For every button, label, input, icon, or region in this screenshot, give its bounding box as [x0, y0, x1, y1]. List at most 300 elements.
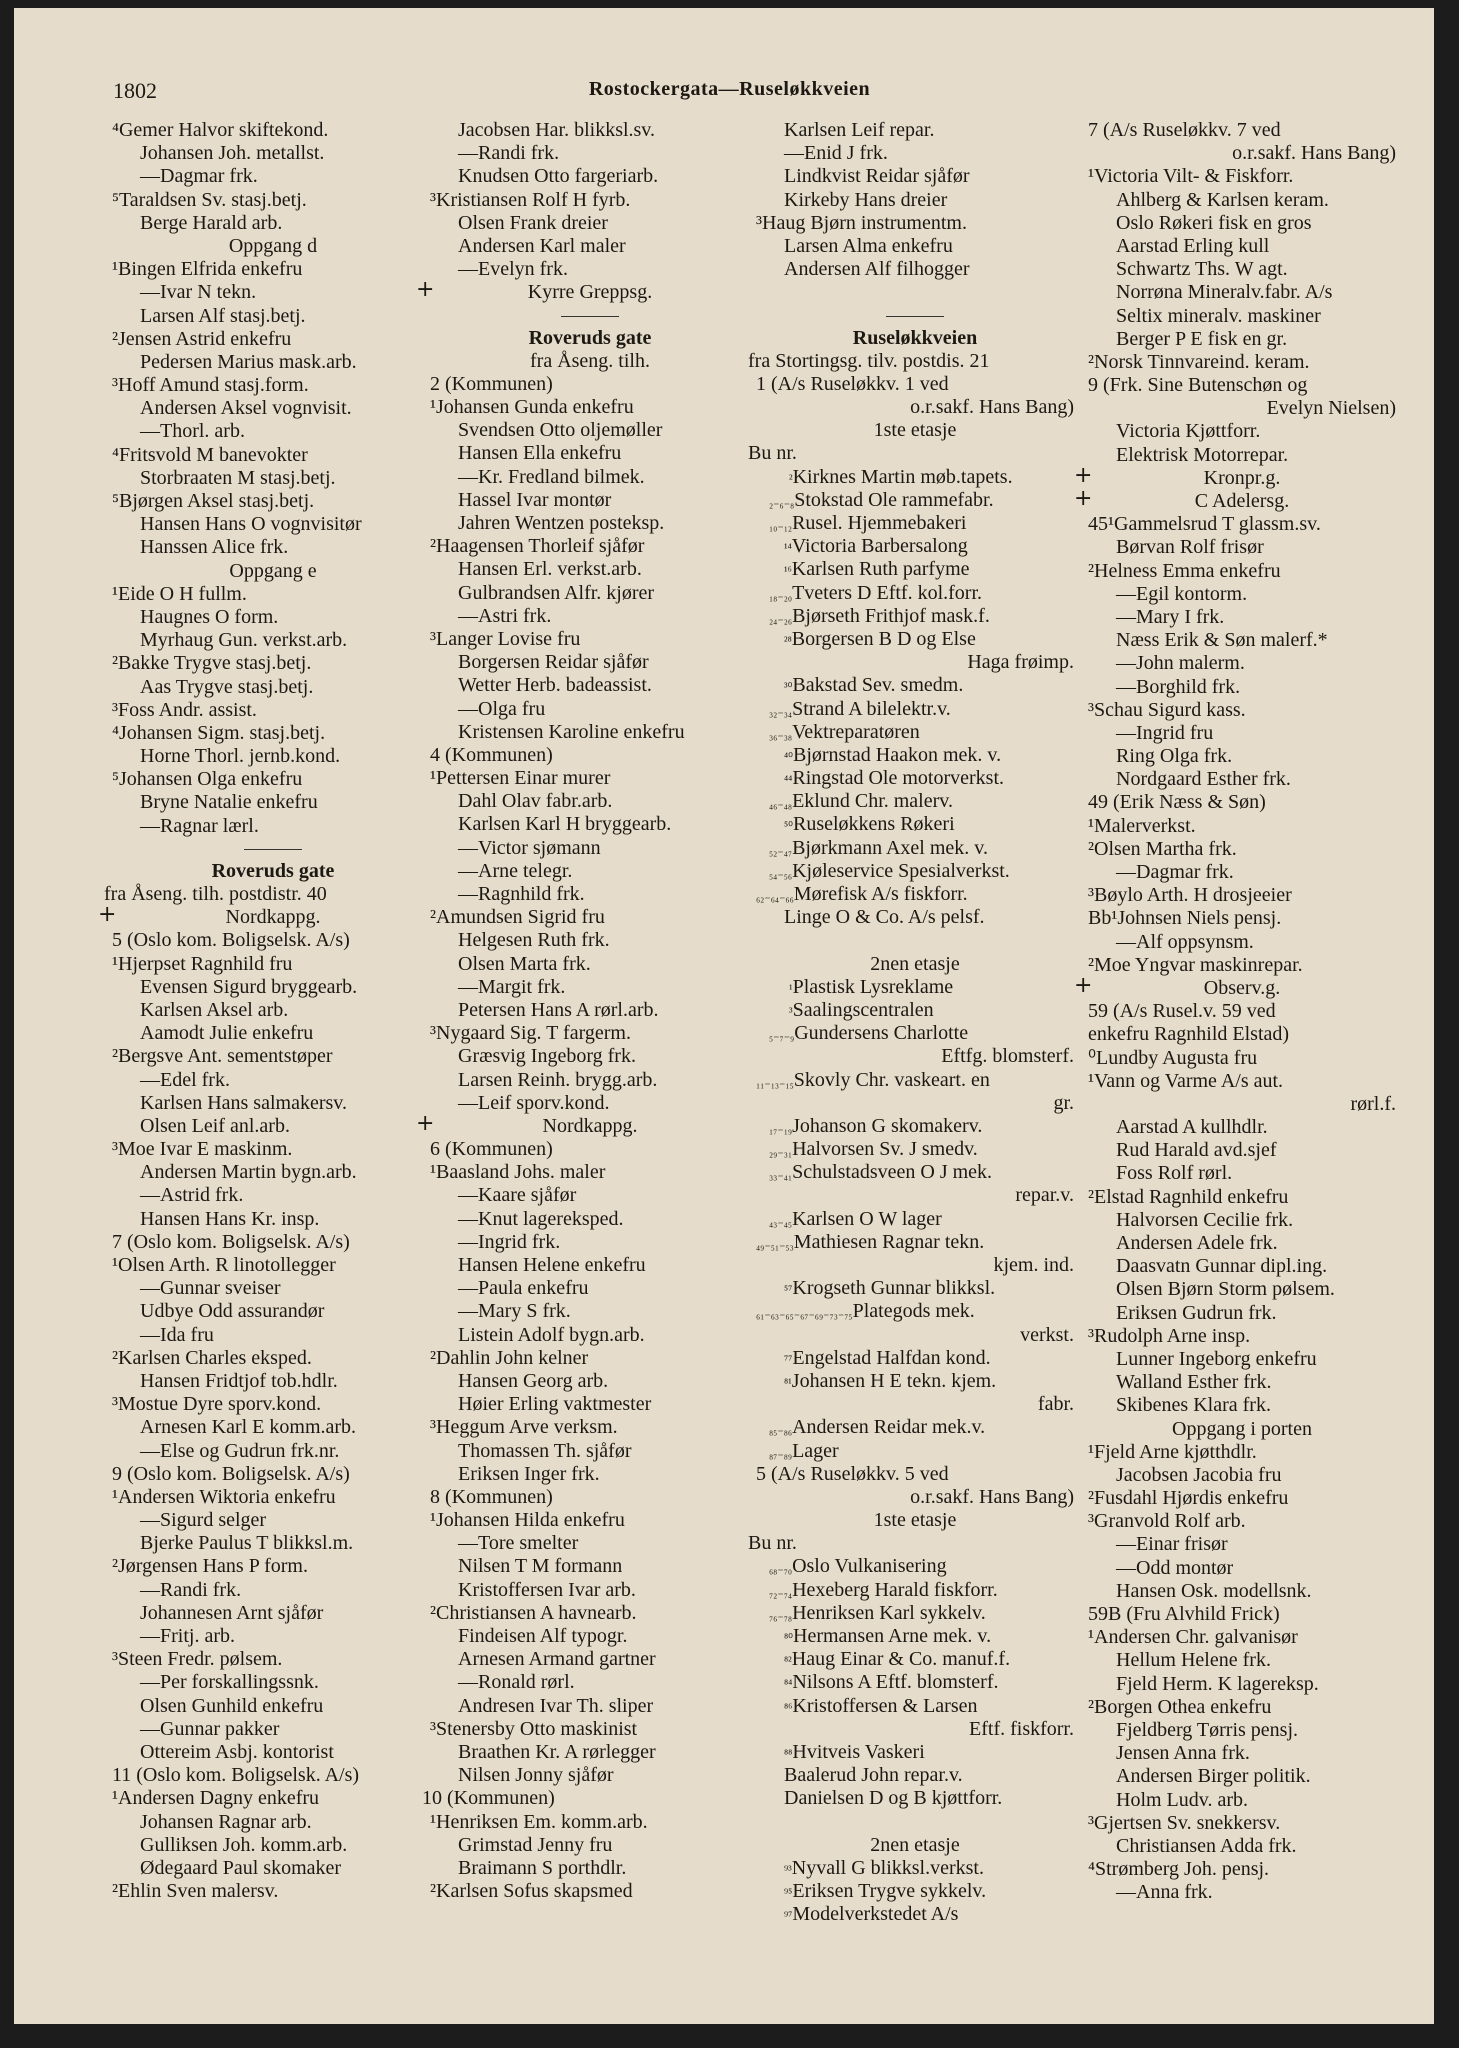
directory-entry	[756, 1347, 1074, 1370]
entry-text: Tveters D Eftf. kol.forr.	[792, 581, 983, 604]
section-rule	[756, 305, 1074, 327]
directory-entry: Hansen Erl. verkst.arb.	[458, 558, 642, 581]
directory-entry: Eriksen Inger frk.	[458, 1462, 600, 1485]
unit-number: ₃₆₋₃₈	[769, 726, 793, 741]
directory-entry	[756, 790, 1074, 813]
directory-entry: —Mary S frk.	[458, 1300, 571, 1323]
directory-entry: Jacobsen Jacobia fru	[1116, 1463, 1282, 1486]
directory-entry	[756, 1115, 1074, 1138]
directory-entry: Norrøna Mineralv.fabr. A/s	[1116, 281, 1333, 304]
directory-entry: ⁴Gemer Halvor skiftekond.	[112, 119, 329, 141]
directory-entry	[756, 1300, 1074, 1323]
directory-entry: —Tore smelter	[458, 1532, 579, 1555]
entry-text: Modelverkstedet A/s	[792, 1903, 959, 1926]
directory-entry	[756, 698, 1074, 721]
directory-entry: —Mary I frk.	[1116, 605, 1225, 628]
unit-number: ⁹⁵	[784, 1886, 793, 1901]
entry-text: Kjøleservice Spesialverkst.	[792, 859, 1010, 882]
directory-entry: —Fritj. arb.	[140, 1625, 235, 1647]
unit-number: ₆₁₋₆₃₋₆₅₋₆₇₋₆₉₋₇₃₋₇₅	[756, 1306, 853, 1321]
section-label: Oppgang d	[228, 234, 318, 257]
directory-entry	[756, 1648, 1074, 1671]
directory-entry: Karlsen Aksel arb.	[140, 998, 289, 1021]
entry-text: Nilsons A Eftf. blomsterf.	[792, 1671, 999, 1694]
directory-entry	[756, 1880, 1074, 1903]
directory-entry	[756, 1602, 1074, 1625]
entry-continuation: o.r.sakf. Hans Bang)	[1232, 142, 1396, 165]
directory-entry: ¹Victoria Vilt- & Fiskforr.	[1088, 165, 1294, 188]
directory-entry: Andersen Martin bygn.arb.	[140, 1161, 357, 1184]
directory-entry: ²Norsk Tinnvareind. keram.	[1088, 350, 1310, 373]
directory-entry: —Edel frk.	[140, 1068, 230, 1091]
entry-continuation: repar.v.	[1015, 1184, 1074, 1207]
spacer	[756, 1811, 1074, 1834]
directory-entry	[756, 999, 1074, 1022]
directory-entry: Hansen Georg arb.	[458, 1369, 609, 1392]
directory-entry	[756, 1625, 1074, 1648]
directory-entry: Ahlberg & Karlsen keram.	[1116, 188, 1329, 211]
directory-entry: 6 (Kommunen)	[430, 1138, 553, 1161]
directory-entry: —Ingrid fru	[1116, 721, 1214, 744]
directory-entry: Jahren Wentzen posteksp.	[458, 512, 665, 534]
directory-entry: Hanssen Alice frk.	[140, 536, 289, 559]
directory-column-4	[1074, 119, 1396, 1904]
directory-entry: —Randi frk.	[140, 1578, 242, 1601]
unit-number: ₂₋₆₋₈	[769, 494, 795, 509]
directory-entry: Berger P E fisk en gr.	[1116, 327, 1288, 350]
directory-entry: enkefru Ragnhild Elstad)	[1088, 1023, 1290, 1046]
directory-entry	[756, 512, 1074, 535]
directory-entry: Andersen Karl maler	[458, 234, 626, 257]
directory-entry: Listein Adolf bygn.arb.	[458, 1323, 645, 1346]
directory-entry: ⁵Taraldsen Sv. stasj.betj.	[112, 188, 307, 211]
directory-entry: ³Heggum Arve verksm.	[430, 1416, 618, 1439]
entry-text: Ruseløkkens Røkeri	[793, 813, 955, 836]
directory-entry: ³Stenersby Otto maskinist	[430, 1717, 638, 1740]
directory-entry	[756, 1138, 1074, 1161]
directory-entry: ¹Baasland Johs. maler	[430, 1161, 606, 1184]
entry-text: Eriksen Trygve sykkelv.	[792, 1880, 987, 1903]
directory-entry: Olsen Gunhild enkefru	[140, 1694, 324, 1717]
directory-entry: Svendsen Otto oljemøller	[458, 419, 663, 442]
directory-entry: ²Jørgensen Hans P form.	[112, 1555, 308, 1578]
unit-number: ⁵⁷	[784, 1283, 793, 1298]
directory-entry: Hansen Osk. modellsnk.	[1116, 1579, 1312, 1602]
entry-text: Haug Einar & Co. manuf.f.	[791, 1648, 1011, 1671]
directory-entry: Halvorsen Cecilie frk.	[1116, 1208, 1294, 1231]
directory-entry: Fjeldberg Tørris pensj.	[1116, 1718, 1299, 1741]
directory-entry: Gulbrandsen Alfr. kjører	[458, 581, 655, 604]
directory-entry: —Egil kontorm.	[1116, 582, 1248, 605]
entry-text: Nyvall G blikksl.verkst.	[791, 1856, 984, 1879]
entry-text: Kristoffersen & Larsen	[792, 1694, 978, 1717]
directory-entry: Andresen Ivar Th. sliper	[458, 1694, 654, 1717]
directory-entry: Haugnes O form.	[140, 605, 279, 628]
directory-entry: 49 (Erik Næss & Søn)	[1088, 791, 1266, 814]
entry-text: Bjørnstad Haakon mek. v.	[793, 743, 1002, 766]
directory-entry: —Thorl. arb.	[140, 420, 245, 443]
directory-entry	[756, 1741, 1074, 1764]
cross-street: + Kronpr.g.	[1074, 462, 1281, 489]
directory-entry: ⁴Fritsvold M banevokter	[112, 443, 308, 466]
directory-entry: Oslo Røkeri fisk en gros	[1116, 211, 1312, 234]
entry-text: Bjørkmann Axel mek. v.	[792, 836, 988, 859]
entry-text: Hexeberg Harald fiskforr.	[792, 1578, 998, 1601]
directory-entry: Børvan Rolf frisør	[1116, 536, 1264, 559]
directory-entry: Walland Esther frk.	[1116, 1371, 1272, 1394]
directory-entry: ²Elstad Ragnhild enkefru	[1088, 1185, 1289, 1208]
unit-number: ₅₋₇₋₉	[769, 1028, 795, 1043]
directory-entry: Larsen Reinh. brygg.arb.	[458, 1068, 658, 1091]
directory-entry: ¹Olsen Arth. R linotollegger	[112, 1254, 336, 1276]
cross-street-marker-icon: +	[98, 902, 117, 928]
directory-entry: —Alf oppsynsm.	[1116, 930, 1254, 953]
directory-entry	[756, 582, 1074, 605]
directory-entry: ³Nygaard Sig. T fargerm.	[430, 1022, 631, 1045]
directory-entry: Findeisen Alf typogr.	[458, 1625, 628, 1647]
directory-entry: Olsen Bjørn Storm pølsem.	[1116, 1278, 1335, 1301]
unit-number: ₈₇₋₈₉	[769, 1445, 793, 1460]
entry-continuation: fabr.	[1037, 1393, 1074, 1416]
directory-entry: ²Borgen Othea enkefru	[1088, 1695, 1272, 1718]
directory-entry: Udbye Odd assurandør	[140, 1300, 325, 1323]
directory-entry: Grimstad Jenny fru	[458, 1833, 613, 1856]
directory-entry	[756, 1555, 1074, 1578]
directory-entry: Olsen Leif anl.arb.	[140, 1114, 290, 1137]
directory-entry: 45¹Gammelsrud T glassm.sv.	[1088, 513, 1321, 536]
entry-text: Oslo Vulkanisering	[792, 1555, 947, 1578]
directory-entry: Arnesen Karl E komm.arb.	[140, 1416, 357, 1439]
directory-entry: ²Olsen Martha frk.	[1088, 837, 1237, 860]
directory-entry: ²Amundsen Sigrid fru	[430, 906, 605, 929]
directory-entry	[756, 1370, 1074, 1393]
unit-number: ₇₆₋₇₈	[769, 1607, 793, 1622]
entry-text: Johanson G skomakerv.	[792, 1114, 983, 1137]
directory-entry: Næss Erik & Søn malerf.*	[1116, 629, 1328, 652]
entry-text: Saalingscentralen	[792, 998, 934, 1021]
directory-entry: ⁴Strømberg Joh. pensj.	[1088, 1858, 1270, 1881]
section-label: Oppgang e	[229, 559, 317, 582]
unit-number: ₃₂₋₃₄	[769, 703, 793, 718]
directory-entry: —Ida fru	[140, 1323, 214, 1346]
cross-street: + Nordkappg.	[416, 1110, 638, 1137]
directory-entry: ³Foss Andr. assist.	[112, 698, 257, 721]
entry-continuation: o.r.sakf. Hans Bang)	[910, 1485, 1074, 1508]
entry-continuation: verkst.	[1020, 1323, 1074, 1346]
entry-continuation: rørl.f.	[1350, 1092, 1396, 1115]
directory-entry: ³Granvold Rolf arb.	[1088, 1510, 1246, 1533]
directory-entry	[756, 1277, 1074, 1300]
unit-number: ₁₁₋₁₃₋₁₅	[756, 1074, 794, 1089]
directory-entry: —Ingrid frk.	[458, 1230, 561, 1253]
unit-number: ⁸⁴	[784, 1677, 793, 1692]
directory-entry: Andersen Adele frk.	[1116, 1232, 1278, 1254]
directory-entry	[756, 860, 1074, 883]
directory-entry: ¹Vann og Varme A/s aut.	[1088, 1069, 1284, 1092]
directory-entry: Helgesen Ruth frk.	[458, 929, 610, 952]
section-label: Oppgang i porten	[1172, 1417, 1312, 1440]
unit-number: ₄₆₋₄₈	[769, 796, 793, 811]
directory-entry: Knudsen Otto fargeriarb.	[458, 165, 659, 188]
section-rule	[430, 305, 750, 327]
directory-entry: Jacobsen Har. blikksl.sv.	[458, 119, 656, 141]
directory-entry	[756, 744, 1074, 767]
directory-entry: Ødegaard Paul skomaker	[140, 1856, 342, 1879]
unit-number: ₈₅₋₈₆	[769, 1422, 793, 1437]
directory-entry: Holm Ludv. arb.	[1116, 1788, 1249, 1811]
directory-entry	[756, 1161, 1074, 1184]
directory-entry: ³Langer Lovise fru	[430, 627, 581, 650]
entry-text: Rusel. Hjemmebakeri	[792, 512, 967, 534]
entry-continuation: Evelyn Nielsen)	[1266, 397, 1396, 420]
entry-text: Strand A bilelektr.v.	[792, 697, 951, 720]
directory-entry: Kirkeby Hans dreier	[784, 188, 948, 211]
directory-entry	[756, 489, 1074, 512]
directory-entry	[756, 1022, 1074, 1045]
directory-entry: Aamodt Julie enkefru	[140, 1022, 314, 1045]
section-note: 10 (Kommunen)	[422, 1787, 555, 1810]
directory-entry: Foss Rolf rørl.	[1116, 1162, 1233, 1185]
directory-entry: Rud Harald avd.sjef	[1116, 1139, 1277, 1162]
unit-number: ₄₃₋₄₅	[769, 1213, 793, 1228]
unit-number: ₆₂₋₆₄₋₆₆	[756, 889, 794, 903]
directory-entry: Bryne Natalie enkefru	[140, 791, 318, 814]
directory-entry: —Ivar N tekn.	[140, 281, 257, 304]
directory-entry: Schwartz Ths. W agt.	[1116, 258, 1288, 281]
directory-entry: Kristoffersen Ivar arb.	[458, 1578, 636, 1601]
directory-entry	[756, 837, 1074, 860]
directory-entry: Berge Harald arb.	[140, 211, 283, 234]
entry-text: Bjørseth Frithjof mask.f.	[792, 604, 990, 627]
directory-entry: Hansen Hans Kr. insp.	[140, 1207, 320, 1230]
section-note: fra Åseng. tilh. postdistr. 40	[104, 883, 327, 905]
entry-continuation: Haga frøimp.	[967, 651, 1074, 674]
directory-entry: Horne Thorl. jernb.kond.	[140, 745, 341, 768]
directory-entry: Lindkvist Reidar sjåfør	[784, 165, 970, 188]
entry-text: Mathiesen Ragnar tekn.	[793, 1230, 985, 1253]
directory-entry: Aarstad A kullhdlr.	[1116, 1116, 1268, 1139]
directory-entry	[756, 628, 1074, 651]
directory-entry: ¹Andersen Dagny enkefru	[112, 1787, 320, 1810]
directory-entry: Hansen Hans O vognvisitør	[140, 513, 362, 536]
entry-text: Plategods mek.	[852, 1300, 975, 1323]
entry-text: Karlsen O W lager	[792, 1207, 942, 1230]
directory-entry	[756, 1208, 1074, 1231]
directory-entry: ¹Eide O H fullm.	[112, 582, 247, 605]
section-note: Bu nr.	[748, 442, 797, 465]
directory-entry: Karlsen Hans salmakersv.	[140, 1091, 347, 1114]
section-label: fra Åseng. tilh.	[530, 349, 650, 372]
directory-entry: ¹Fjeld Arne kjøtthdlr.	[1088, 1440, 1257, 1463]
directory-entry: ³Moe Ivar E maskinm.	[112, 1138, 293, 1161]
directory-entry	[756, 1440, 1074, 1463]
directory-entry: ²Jensen Astrid enkefru	[112, 327, 292, 350]
directory-entry	[756, 1671, 1074, 1694]
section-label: 1ste etasje	[873, 1509, 957, 1532]
directory-entry: ¹Henriksen Em. komm.arb.	[430, 1810, 648, 1833]
directory-entry: Pedersen Marius mask.arb.	[140, 350, 357, 373]
entry-text: Borgersen B D og Else	[791, 627, 976, 650]
unit-number: ³⁰	[784, 680, 793, 695]
cross-street: + Nordkappg.	[98, 902, 321, 929]
directory-entry: ³Rudolph Arne insp.	[1088, 1324, 1251, 1347]
entry-text: Bakstad Sev. smedm.	[792, 674, 964, 697]
section-label: 2nen etasje	[870, 952, 960, 975]
directory-entry: 5 (Oslo kom. Boligselsk. A/s)	[112, 929, 350, 952]
directory-entry	[756, 674, 1074, 697]
directory-entry: Storbraaten M stasj.betj.	[140, 466, 336, 489]
unit-number: ₅₄₋₅₆	[769, 865, 793, 880]
directory-entry: Christiansen Adda frk.	[1116, 1834, 1297, 1857]
directory-entry: ²Moe Yngvar maskinrepar.	[1088, 953, 1303, 976]
directory-entry: ¹Johansen Gunda enkefru	[430, 396, 634, 419]
directory-entry: Skibenes Klara frk.	[1116, 1394, 1271, 1417]
directory-entry: ⁵Bjørgen Aksel stasj.betj.	[112, 490, 315, 512]
entry-continuation: o.r.sakf. Hans Bang)	[910, 396, 1074, 419]
unit-number: ⁸⁰	[784, 1631, 793, 1645]
directory-entry: Jensen Anna frk.	[1116, 1742, 1250, 1765]
directory-entry: Braimann S porthdlr.	[458, 1856, 627, 1879]
entry-text: Lager	[792, 1439, 839, 1462]
directory-entry	[756, 1416, 1074, 1439]
section-note: fra Stortingsg. tilv. postdis. 21	[748, 349, 990, 372]
directory-entry: —Gunnar sveiser	[140, 1277, 281, 1300]
unit-number: ⁸⁶	[784, 1700, 793, 1715]
directory-entry: ¹Malerverkst.	[1088, 814, 1196, 837]
directory-entry	[756, 466, 1074, 489]
unit-number: ₄₉₋₅₁₋₅₃	[756, 1236, 794, 1251]
directory-entry: —Astri frk.	[458, 604, 552, 627]
directory-entry: ²Fusdahl Hjørdis enkefru	[1088, 1487, 1289, 1510]
directory-entry: —Borghild frk.	[1116, 675, 1241, 698]
directory-entry	[756, 1695, 1074, 1718]
directory-entry: ¹Johansen Hilda enkefru	[430, 1509, 625, 1532]
directory-entry: ²Karlsen Charles eksped.	[112, 1346, 312, 1369]
street-heading: Ruseløkkveien	[852, 326, 978, 349]
unit-number: ²⁸	[784, 633, 792, 648]
directory-entry: Gulliksen Joh. komm.arb.	[140, 1833, 348, 1856]
street-heading: Roveruds gate	[211, 859, 335, 882]
directory-entry: Johansen Ragnar arb.	[140, 1810, 312, 1833]
entry-text: Vektreparatøren	[792, 720, 920, 743]
directory-entry: —Else og Gudrun frk.nr.	[140, 1439, 340, 1462]
directory-entry: ¹Pettersen Einar murer	[430, 767, 611, 790]
directory-entry: Nilsen Jonny sjåfør	[458, 1764, 614, 1787]
directory-entry: Høier Erling vaktmester	[458, 1393, 652, 1416]
entry-text: Andersen Reidar mek.v.	[792, 1416, 986, 1439]
section-label: 2nen etasje	[870, 1833, 960, 1856]
cross-street-marker-icon: +	[416, 277, 435, 303]
directory-column-1	[98, 119, 434, 1903]
entry-text: Schulstadsveen O J mek.	[792, 1161, 993, 1184]
unit-number: ³	[789, 1004, 793, 1019]
directory-entry: 11 (Oslo kom. Boligselsk. A/s)	[112, 1764, 360, 1787]
directory-entry: 7 (Oslo kom. Boligselsk. A/s)	[112, 1230, 350, 1253]
directory-entry: Karlsen Karl H bryggearb.	[458, 813, 672, 836]
entry-text: Stokstad Ole rammefabr.	[794, 488, 994, 511]
directory-entry: ²Helness Emma enkefru	[1088, 559, 1281, 582]
directory-entry: Danielsen D og B kjøttforr.	[784, 1787, 1003, 1810]
directory-entry: —Leif sporv.kond.	[458, 1091, 610, 1114]
directory-entry: —Kr. Fredland bilmek.	[458, 465, 645, 488]
directory-entry: ³Bøylo Arth. H drosjeeier	[1088, 884, 1292, 907]
directory-entry: —Margit frk.	[458, 975, 566, 998]
entry-continuation: gr.	[1053, 1091, 1074, 1114]
directory-entry: ²Ehlin Sven malersv.	[112, 1880, 279, 1903]
directory-entry: Daasvatn Gunnar dipl.ing.	[1116, 1255, 1328, 1278]
entry-text: Engelstad Halfdan kond.	[792, 1346, 991, 1369]
section-note: Bu nr.	[748, 1532, 797, 1555]
directory-entry: —Ronald rørl.	[458, 1671, 575, 1694]
entry-text: Johansen H E tekn. kjem.	[791, 1369, 997, 1392]
directory-entry: —Per forskallingssnk.	[140, 1671, 319, 1694]
directory-entry: Petersen Hans A rørl.arb.	[458, 998, 659, 1021]
directory-entry: Borgersen Reidar sjåfør	[458, 651, 649, 674]
unit-number: ¹	[789, 981, 793, 996]
directory-entry: ¹Andersen Chr. galvanisør	[1088, 1626, 1298, 1649]
directory-entry: 5 (A/s Ruseløkkv. 5 ved	[756, 1462, 949, 1485]
unit-number: ₇₂₋₇₄	[769, 1584, 793, 1599]
directory-entry	[756, 976, 1074, 999]
unit-number: ¹⁴	[784, 541, 792, 556]
directory-entry	[756, 535, 1074, 558]
directory-entry: Elektrisk Motorrepar.	[1116, 443, 1289, 466]
directory-entry: ³Mostue Dyre sporv.kond.	[112, 1393, 322, 1416]
directory-entry: ³Gjertsen Sv. snekkersv.	[1088, 1811, 1281, 1834]
unit-number: ₁₈₋₂₀	[769, 587, 793, 602]
directory-entry: ³Schau Sigurd kass.	[1088, 698, 1246, 721]
cross-street: + Observ.g.	[1074, 972, 1281, 999]
directory-entry: 4 (Kommunen)	[430, 743, 553, 766]
directory-entry: —Odd montør	[1116, 1556, 1234, 1579]
directory-entry: 2 (Kommunen)	[430, 372, 553, 395]
directory-entry: Hassel Ivar montør	[458, 488, 612, 511]
directory-entry: Lunner Ingeborg enkefru	[1116, 1347, 1317, 1370]
entry-text: Plastisk Lysreklame	[792, 975, 954, 998]
directory-entry: ³Kristiansen Rolf H fyrb.	[430, 188, 631, 211]
entry-text: Henriksen Karl sykkelv.	[792, 1601, 986, 1624]
unit-number: ¹⁶	[784, 564, 792, 579]
directory-entry: 59B (Fru Alvhild Frick)	[1088, 1603, 1280, 1625]
directory-entry: —Einar frisør	[1116, 1533, 1228, 1556]
directory-entry: Ottereim Asbj. kontorist	[140, 1740, 334, 1763]
directory-entry	[756, 1069, 1074, 1092]
unit-number: ⁸⁸	[784, 1746, 793, 1761]
cross-street-marker-icon: +	[1074, 972, 1093, 998]
unit-number: ₁₀₋₁₂	[769, 518, 793, 532]
directory-entry: 9 (Frk. Sine Butenschøn og	[1088, 374, 1308, 397]
directory-entry: —Olga fru	[458, 697, 546, 720]
directory-entry: Olsen Marta frk.	[458, 952, 591, 975]
unit-number: ⁴⁰	[784, 749, 793, 764]
section-label: 1ste etasje	[873, 419, 957, 442]
directory-entry: —Enid J frk.	[784, 142, 888, 165]
directory-entry: Braathen Kr. A rørlegger	[458, 1740, 656, 1763]
directory-entry: Hellum Helene frk.	[1116, 1649, 1271, 1672]
directory-entry: Aarstad Erling kull	[1116, 234, 1270, 257]
directory-entry: ²Haagensen Thorleif sjåfør	[430, 535, 645, 558]
directory-entry: Andersen Aksel vognvisit.	[140, 397, 352, 420]
unit-number: ⁷⁷	[784, 1352, 793, 1367]
directory-entry	[756, 1857, 1074, 1880]
entry-text: Ringstad Ole motorverkst.	[792, 767, 1005, 790]
directory-entry	[756, 721, 1074, 744]
directory-entry	[756, 605, 1074, 628]
entry-text: Krogseth Gunnar blikksl.	[792, 1277, 996, 1300]
cross-street-marker-icon: +	[1074, 486, 1093, 511]
unit-number: ⁸²	[784, 1654, 792, 1669]
page-header	[0, 70, 1459, 110]
